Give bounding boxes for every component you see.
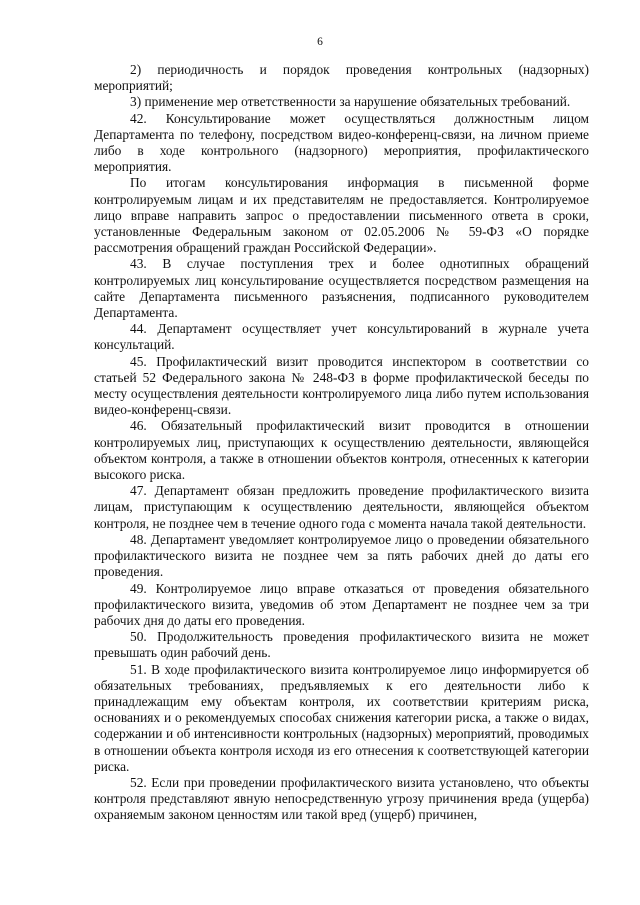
paragraph-50: 50. Продолжительность проведения профилактического визита не может превышать один рабочий день. — [94, 629, 589, 661]
document-body — [94, 62, 589, 824]
page-number: 6 — [317, 36, 323, 48]
paragraph-51: 51. В ходе профилактического визита контролируемое лицо информируется об обязательных требованиях, предъявляемых к его деятельности либо к принадлежащим ему объектам контроля, их соответствии критериям риска, основаниях и о рекомендуемых способах снижения категории риска, а также о видах, содержании и об интенсивности контрольных (надзорных) мероприятий, проводимых в отношении объекта контроля исходя из его отнесения к соответствующей категории риска. — [94, 661, 589, 774]
paragraph-42: 42. Консультирование может осуществляться должностным лицом Департамента по телефону, посредством видео-конференц-связи, на личном приеме либо в ходе контрольного (надзорного) мероприятия, профилактического мероприятия. — [94, 110, 589, 175]
paragraph-47: 47. Департамент обязан предложить проведение профилактического визита лицам, приступающим к осуществлению деятельности, являющейся объектом контроля, не позднее чем в течение одного года с момента начала такой деятельности. — [94, 483, 589, 531]
paragraph-item-3: 3) применение мер ответственности за нарушение обязательных требований. — [130, 94, 571, 110]
paragraph-44: 44. Департамент осуществляет учет консультирований в журнале учета консультаций. — [94, 321, 589, 353]
paragraph-49: 49. Контролируемое лицо вправе отказаться от проведения обязательного профилактического визита, уведомив об этом Департамент не позднее чем за три рабочих дня до даты его проведения. — [94, 580, 589, 628]
paragraph-item-2: 2) периодичность и порядок проведения контрольных (надзорных) мероприятий; — [94, 62, 589, 94]
paragraph-52: 52. Если при проведении профилактического визита установлено, что объекты контроля представляют явную непосредственную угрозу причинения вреда (ущерба) охраняемым законом ценностям или такой вред (ущерб) причинен, — [94, 774, 589, 823]
paragraph-42-continued: По итогам консультирования информация в письменной форме контролируемым лицам и их представителям не предоставляется. Контролируемое лицо вправе направить запрос о предоставлении письменного ответа в сроки, установленные Федеральным законом от 02.05.2006 № 59-ФЗ «О порядке рассмотрения обращений граждан Российской Федерации». — [94, 175, 589, 256]
paragraph-43: 43. В случае поступления трех и более однотипных обращений контролируемых лиц консультирование осуществляется посредством размещения на сайте Департамента письменного разъяснения, подписанного руководителем Департамента. — [94, 256, 589, 321]
paragraph-46: 46. Обязательный профилактический визит проводится в отношении контролируемых лиц, приступающих к осуществлению деятельности, являющейся объектом контроля, а также в отношении объектов контроля, отнесенных к категории высокого риска. — [94, 418, 589, 483]
paragraph-45: 45. Профилактический визит проводится инспектором в соответствии со статьей 52 Федерального закона № 248-ФЗ в форме профилактической беседы по месту осуществления деятельности контролируемого лица либо путем использования видео-конференц-связи. — [94, 353, 589, 418]
paragraph-48: 48. Департамент уведомляет контролируемое лицо о проведении обязательного профилактического визита не позднее чем за пять рабочих дней до даты его проведения. — [94, 531, 589, 580]
